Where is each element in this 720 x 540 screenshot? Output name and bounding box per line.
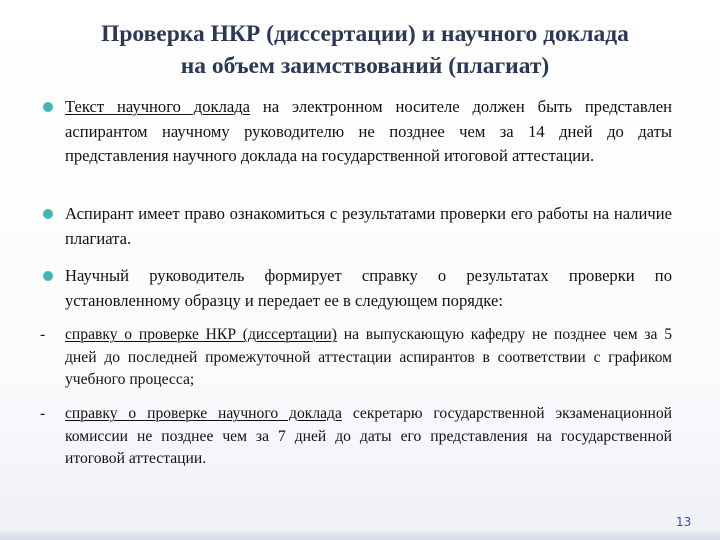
underlined-phrase: справку о проверке НКР (диссертации) (65, 326, 337, 343)
dash-mark: - (40, 326, 46, 343)
bullet-text-rest: на электронном носителе должен быть представлен аспирантом научному руководителю не позднее чем за 14 дней до даты представления научного доклада на государственной итоговой аттестации. (65, 97, 672, 165)
dash-text (65, 403, 672, 471)
bullet-dot-icon (43, 209, 53, 219)
bullet-item-3 (40, 264, 672, 313)
slide-title (30, 18, 700, 82)
bullet-text: Аспирант имеет право ознакомиться с результатами проверки его работы на наличие плагиата. (65, 204, 672, 248)
bottom-rule (0, 532, 720, 540)
page-number: 13 (676, 515, 692, 529)
dash-text-rest: секретарю государственной экзаменационной комиссии не позднее чем за 7 дней до даты его представления на государственной итоговой аттестации. (65, 405, 672, 467)
dash-item-1 (40, 324, 672, 392)
dash-mark: - (40, 405, 46, 422)
bullet-text: Научный руководитель формирует справку о результатах проверки по установленному образцу и передает ее в следующем порядке: (65, 266, 672, 310)
underlined-phrase: справку о проверке научного доклада (65, 405, 342, 422)
bullet-item-1 (40, 95, 672, 169)
bullet-item-2 (40, 202, 672, 251)
bullet-text (65, 95, 672, 169)
dash-item-2 (40, 403, 672, 471)
dash-text (65, 324, 672, 392)
slide-title-line-1: Проверка НКР (диссертации) и научного доклада (101, 21, 629, 47)
dash-text-rest: на выпускающую кафедру не позднее чем за 5 дней до последней промежуточной аттестации аспирантов в соответствии с графиком учебного процесса; (65, 326, 673, 388)
bullet-dot-icon (43, 271, 53, 281)
slide-title-line-2: на объем заимствований (плагиат) (180, 53, 550, 79)
bullet-dot-icon (43, 102, 53, 112)
underlined-phrase: Текст научного доклада (65, 97, 251, 116)
